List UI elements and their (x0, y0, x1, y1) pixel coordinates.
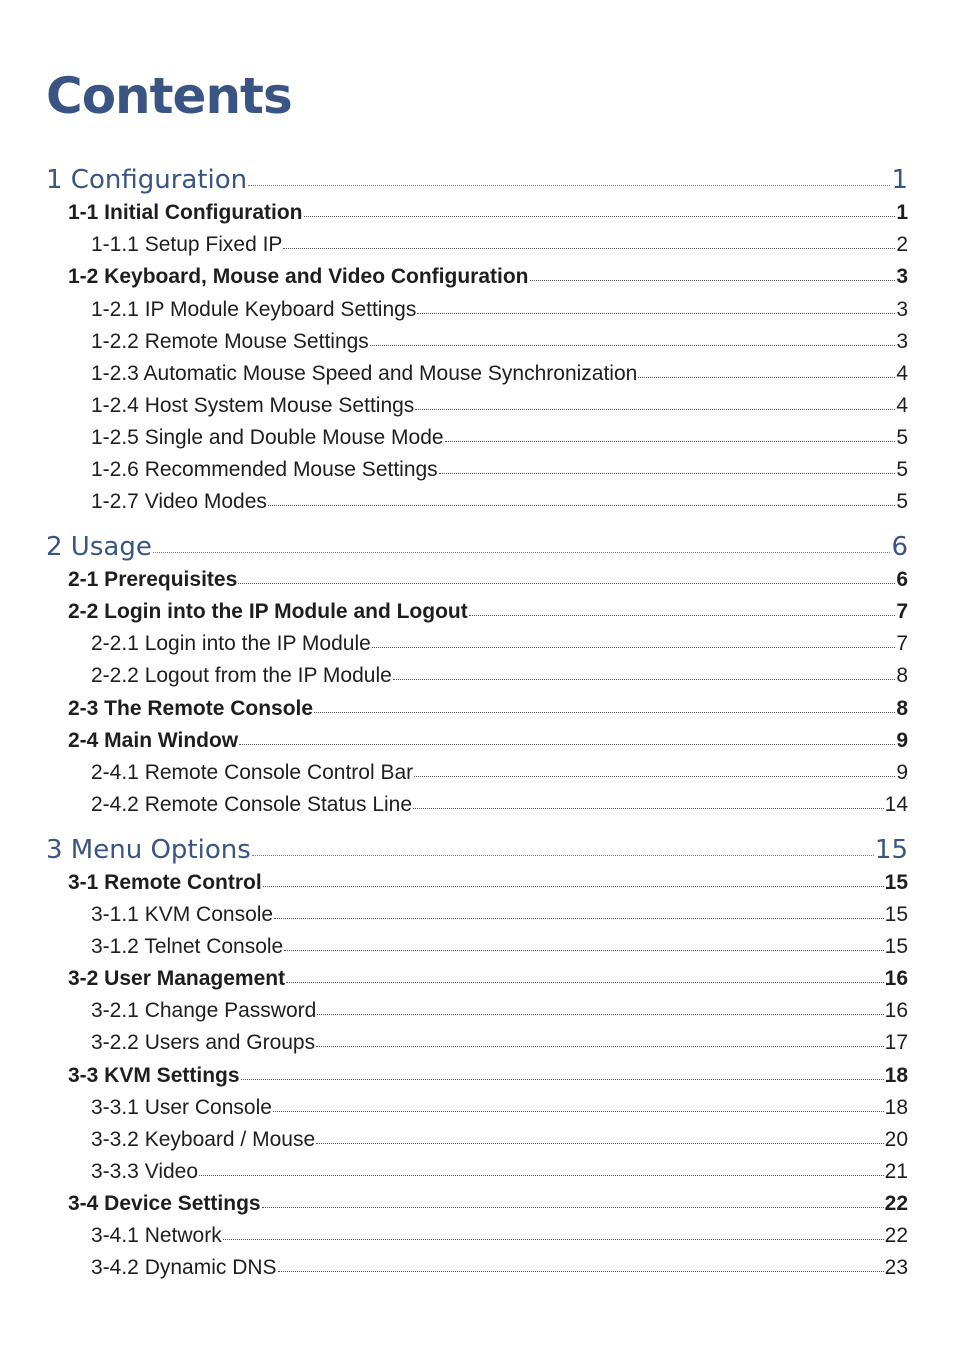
dot-leader (413, 808, 884, 809)
toc-page-number[interactable]: 16 (884, 999, 908, 1022)
toc-entry-title[interactable]: 3-3 KVM Settings (68, 1064, 240, 1087)
toc-page-number[interactable]: 5 (896, 490, 908, 513)
toc-entry-title[interactable]: 1-2.5 Single and Double Mouse Mode (91, 426, 444, 449)
toc-page-number[interactable]: 4 (896, 394, 908, 417)
toc-subsection[interactable] (91, 358, 908, 390)
toc-page-number[interactable]: 5 (896, 458, 908, 481)
dot-leader (283, 248, 895, 249)
dot-leader (414, 776, 895, 777)
toc-subsection[interactable] (91, 1092, 908, 1124)
toc-entry-title[interactable]: 2-4.2 Remote Console Status Line (91, 793, 413, 816)
toc-page-number[interactable]: 18 (884, 1064, 908, 1087)
toc-page-number[interactable]: 20 (884, 1128, 908, 1151)
dot-leader (252, 855, 874, 856)
dot-leader (199, 1175, 884, 1176)
toc-chapter[interactable] (46, 830, 908, 870)
dot-leader (273, 1111, 884, 1112)
dot-leader (238, 583, 895, 584)
toc-page-number[interactable]: 2 (896, 233, 908, 256)
dot-leader (439, 473, 896, 474)
toc-entry-title[interactable]: 2-2 Login into the IP Module and Logout (68, 600, 468, 623)
toc-entry-title[interactable]: 1-1 Initial Configuration (68, 201, 303, 224)
toc-section[interactable] (68, 1060, 908, 1092)
toc-entry-title[interactable]: 3-1.2 Telnet Console (91, 935, 284, 958)
toc-section[interactable] (68, 725, 908, 757)
toc-page-number[interactable]: 4 (896, 362, 908, 385)
toc-subsection[interactable] (91, 628, 908, 660)
toc-entry-title[interactable]: 3-4.2 Dynamic DNS (91, 1256, 277, 1279)
toc-page-number[interactable]: 5 (896, 426, 908, 449)
toc-section[interactable] (68, 963, 908, 995)
dot-leader (239, 744, 895, 745)
toc-entry-title[interactable]: 2-4.1 Remote Console Control Bar (91, 761, 414, 784)
toc-page-number[interactable]: 8 (896, 697, 908, 720)
toc-entry-title[interactable]: 3-4 Device Settings (68, 1192, 261, 1215)
dot-leader (278, 1271, 884, 1272)
toc-chapter[interactable] (46, 527, 908, 567)
toc-entry-title[interactable]: 3-3.2 Keyboard / Mouse (91, 1128, 316, 1151)
toc-page-number[interactable]: 18 (884, 1096, 908, 1119)
dot-leader (415, 409, 895, 410)
toc-page-number[interactable]: 6 (896, 568, 908, 591)
toc-page-number[interactable]: 23 (884, 1256, 908, 1279)
dot-leader (248, 185, 890, 186)
toc-section[interactable] (68, 693, 908, 725)
toc-page-number[interactable]: 8 (896, 664, 908, 687)
toc-subsection[interactable] (91, 1027, 908, 1059)
toc-page-number[interactable]: 6 (891, 532, 908, 562)
toc-page-number[interactable]: 14 (884, 793, 908, 816)
dot-leader (393, 679, 896, 680)
toc-page-number[interactable]: 3 (896, 330, 908, 353)
toc-subsection[interactable] (91, 326, 908, 358)
toc-entry-title[interactable]: 3-2.1 Change Password (91, 999, 317, 1022)
dot-leader (153, 552, 891, 553)
dot-leader (284, 950, 883, 951)
toc-entry-title[interactable]: 1-2.4 Host System Mouse Settings (91, 394, 415, 417)
toc-entry-title[interactable]: 1-2.2 Remote Mouse Settings (91, 330, 369, 353)
toc-entry-title[interactable]: 2-3 The Remote Console (68, 697, 314, 720)
dot-leader (262, 1207, 884, 1208)
toc-subsection[interactable] (91, 1156, 908, 1188)
toc-page-number[interactable]: 7 (896, 600, 908, 623)
dot-leader (372, 647, 896, 648)
toc-subsection[interactable] (91, 757, 908, 789)
toc-section[interactable] (68, 596, 908, 628)
toc-entry-title[interactable]: 3-1 Remote Control (68, 871, 262, 894)
toc-entry-title[interactable]: 3-3.3 Video (91, 1160, 199, 1183)
toc-page-number[interactable]: 1 (896, 201, 908, 224)
toc-entry-title[interactable]: 1-2.6 Recommended Mouse Settings (91, 458, 438, 481)
toc-subsection[interactable] (91, 899, 908, 931)
toc-entry-title[interactable]: 3-2.2 Users and Groups (91, 1031, 316, 1054)
toc-page-number[interactable]: 15 (874, 835, 908, 865)
dot-leader (263, 886, 884, 887)
toc-subsection[interactable] (91, 789, 908, 821)
toc-entry-title[interactable]: 1-2.3 Automatic Mouse Speed and Mouse Synchronization (91, 362, 638, 385)
toc-subsection[interactable] (91, 931, 908, 963)
toc-subsection[interactable] (91, 294, 908, 326)
dot-leader (314, 712, 895, 713)
toc-subsection[interactable] (91, 390, 908, 422)
toc-entry-title[interactable]: 3-1.1 KVM Console (91, 903, 274, 926)
toc-entry-title[interactable]: 2-2.1 Login into the IP Module (91, 632, 371, 655)
dot-leader (268, 505, 895, 506)
dot-leader (304, 216, 896, 217)
toc-subsection[interactable] (91, 1124, 908, 1156)
toc-page-number[interactable]: 1 (891, 165, 908, 195)
dot-leader (241, 1079, 884, 1080)
toc-subsection[interactable] (91, 1252, 908, 1284)
toc-page-number[interactable]: 15 (884, 903, 908, 926)
toc-page-number[interactable]: 9 (896, 761, 908, 784)
dot-leader (316, 1046, 884, 1047)
toc-entry-title[interactable]: 2-2.2 Logout from the IP Module (91, 664, 392, 687)
dot-leader (530, 280, 896, 281)
toc-entry-title[interactable]: 1-2.7 Video Modes (91, 490, 267, 513)
dot-leader (317, 1014, 883, 1015)
toc-subsection[interactable] (91, 229, 908, 261)
dot-leader (417, 313, 895, 314)
toc-entry-title[interactable]: 2-1 Prerequisites (68, 568, 238, 591)
dot-leader (445, 441, 896, 442)
toc-section[interactable] (68, 867, 908, 899)
toc-page-number[interactable]: 21 (884, 1160, 908, 1183)
dot-leader (274, 918, 884, 919)
toc-entry-title[interactable]: 3-3.1 User Console (91, 1096, 272, 1119)
toc-entry-title[interactable]: 3-2 User Management (68, 967, 286, 990)
toc-page-number[interactable]: 3 (896, 265, 908, 288)
toc-entry-title[interactable]: 3-4.1 Network (91, 1224, 222, 1247)
toc-entry-title[interactable]: 1-2 Keyboard, Mouse and Video Configuration (68, 265, 529, 288)
toc-subsection[interactable] (91, 454, 908, 486)
dot-leader (316, 1143, 884, 1144)
toc-subsection[interactable] (91, 995, 908, 1027)
toc-subsection[interactable] (91, 1220, 908, 1252)
toc-entry-title[interactable]: 1-2.1 IP Module Keyboard Settings (91, 298, 417, 321)
toc-page-number[interactable]: 9 (896, 729, 908, 752)
dot-leader (223, 1239, 884, 1240)
toc-entry-title[interactable]: 2 Usage (46, 532, 152, 562)
toc-chapter[interactable] (46, 160, 908, 200)
toc-page-number[interactable]: 15 (884, 935, 908, 958)
toc-section[interactable] (68, 197, 908, 229)
toc-page-number[interactable]: 16 (884, 967, 908, 990)
toc-entry-title[interactable]: 3 Menu Options (46, 835, 251, 865)
toc-page-number[interactable]: 7 (896, 632, 908, 655)
toc-section[interactable] (68, 564, 908, 596)
toc-page-number[interactable]: 3 (896, 298, 908, 321)
page-title: Contents (46, 67, 292, 125)
toc-page-number[interactable]: 15 (884, 871, 908, 894)
toc-subsection[interactable] (91, 422, 908, 454)
toc-entry-title[interactable]: 1 Configuration (46, 165, 248, 195)
toc-section[interactable] (68, 261, 908, 293)
dot-leader (370, 345, 896, 346)
toc-page-number[interactable]: 17 (884, 1031, 908, 1054)
dot-leader (638, 377, 895, 378)
toc-entry-title[interactable]: 1-1.1 Setup Fixed IP (91, 233, 283, 256)
dot-leader (286, 982, 884, 983)
toc-page-number[interactable]: 22 (884, 1192, 908, 1215)
toc-page-number[interactable]: 22 (884, 1224, 908, 1247)
dot-leader (469, 615, 896, 616)
toc-subsection[interactable] (91, 486, 908, 518)
toc-entry-title[interactable]: 2-4 Main Window (68, 729, 239, 752)
toc-subsection[interactable] (91, 660, 908, 692)
toc-section[interactable] (68, 1188, 908, 1220)
